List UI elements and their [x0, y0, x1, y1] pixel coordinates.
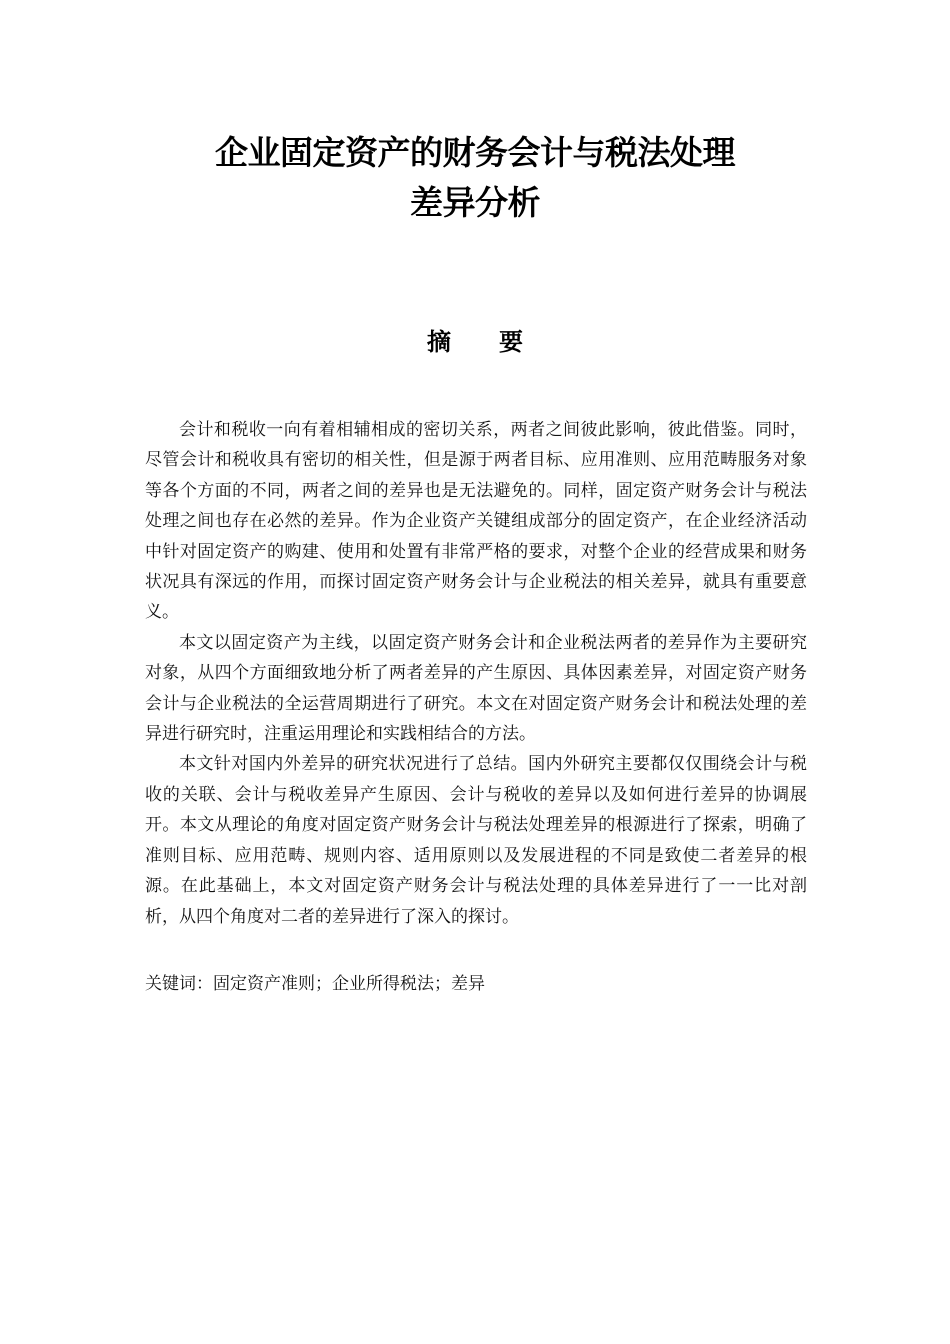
abstract-heading: 摘要: [427, 328, 571, 356]
document-title: [0, 128, 950, 228]
keywords-line: 关键词：固定资产准则；企业所得税法；差异: [145, 974, 485, 994]
abstract-body: [145, 415, 807, 932]
title-line-2: 差异分析: [410, 183, 540, 222]
abstract-paragraph-1: 会计和税收一向有着相辅相成的密切关系，两者之间彼此影响，彼此借鉴。同时，尽管会计和税收具有密切的相关性，但是源于两者目标、应用准则、应用范畴服务对象等各个方面的不同，两者之间的差异也是无法避免的。同样，固定资产财务会计与税法处理之间也存在必然的差异。作为企业资产关键组成部分的固定资产，在企业经济活动中针对固定资产的购建、使用和处置有非常严格的要求，对整个企业的经营成果和财务状况具有深远的作用，而探讨固定资产财务会计与企业税法的相关差异，就具有重要意义。: [145, 420, 807, 623]
title-line-1: 企业固定资产的财务会计与税法处理: [215, 133, 735, 172]
abstract-paragraph-2: 本文以固定资产为主线，以固定资产财务会计和企业税法两者的差异作为主要研究对象，从四个方面细致地分析了两者差异的产生原因、具体因素差异，对固定资产财务会计与企业税法的全运营周期进行了研究。本文在对固定资产财务会计和税法处理的差异进行研究时，注重运用理论和实践相结合的方法。: [145, 632, 807, 745]
abstract-paragraph-3: 本文针对国内外差异的研究状况进行了总结。国内外研究主要都仅仅围绕会计与税收的关联、会计与税收差异产生原因、会计与税收的差异以及如何进行差异的协调展开。本文从理论的角度对固定资产财务会计与税法处理差异的根源进行了探索，明确了准则目标、应用范畴、规则内容、适用原则以及发展进程的不同是致使二者差异的根源。在此基础上，本文对固定资产财务会计与税法处理的具体差异进行了一一比对剖析，从四个角度对二者的差异进行了深入的探讨。: [145, 754, 807, 927]
